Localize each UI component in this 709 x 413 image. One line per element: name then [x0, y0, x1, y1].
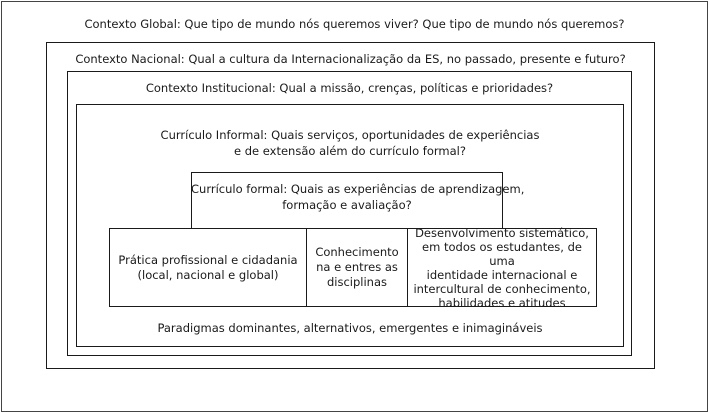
- development-line3: identidade internacional e: [426, 267, 578, 282]
- informal-curriculum-line1: Currículo Informal: Quais serviços, oportunidades de experiências: [160, 128, 540, 142]
- global-context-label: Contexto Global: Que tipo de mundo nós queremos viver? Que tipo de mundo nós queremos?: [84, 17, 625, 31]
- practice-line2: (local, nacional e global): [137, 267, 279, 282]
- knowledge-line2: na e entres as: [316, 260, 398, 274]
- knowledge-line3: disciplinas: [326, 275, 388, 289]
- knowledge-line1: Conhecimento: [315, 245, 399, 259]
- institutional-context-label: Contexto Institucional: Qual a missão, crenças, políticas e prioridades?: [145, 81, 554, 95]
- practice-cell: [109, 228, 307, 307]
- informal-curriculum-line2: e de extensão além do currículo formal?: [234, 144, 466, 158]
- development-line5: habilidades e atitudes: [438, 295, 566, 310]
- paradigms-label: Paradigmas dominantes, alternativos, emergentes e inimagináveis: [157, 321, 543, 335]
- development-line1: Desenvolvimento sistemático,: [415, 225, 589, 240]
- formal-curriculum-line2: formação e avaliação?: [282, 198, 412, 212]
- practice-line1: Prática profissional e cidadania: [118, 252, 298, 267]
- development-cell: [407, 225, 597, 310]
- development-line4: intercultural de conhecimento,: [413, 281, 591, 296]
- development-line2: em todos os estudantes, de uma: [422, 239, 582, 268]
- knowledge-cell: [306, 228, 408, 307]
- national-context-label: Contexto Nacional: Qual a cultura da Internacionalização da ES, no passado, presente e futuro?: [75, 52, 626, 66]
- formal-curriculum-line1: Currículo formal: Quais as experiências de aprendizagem,: [191, 182, 525, 196]
